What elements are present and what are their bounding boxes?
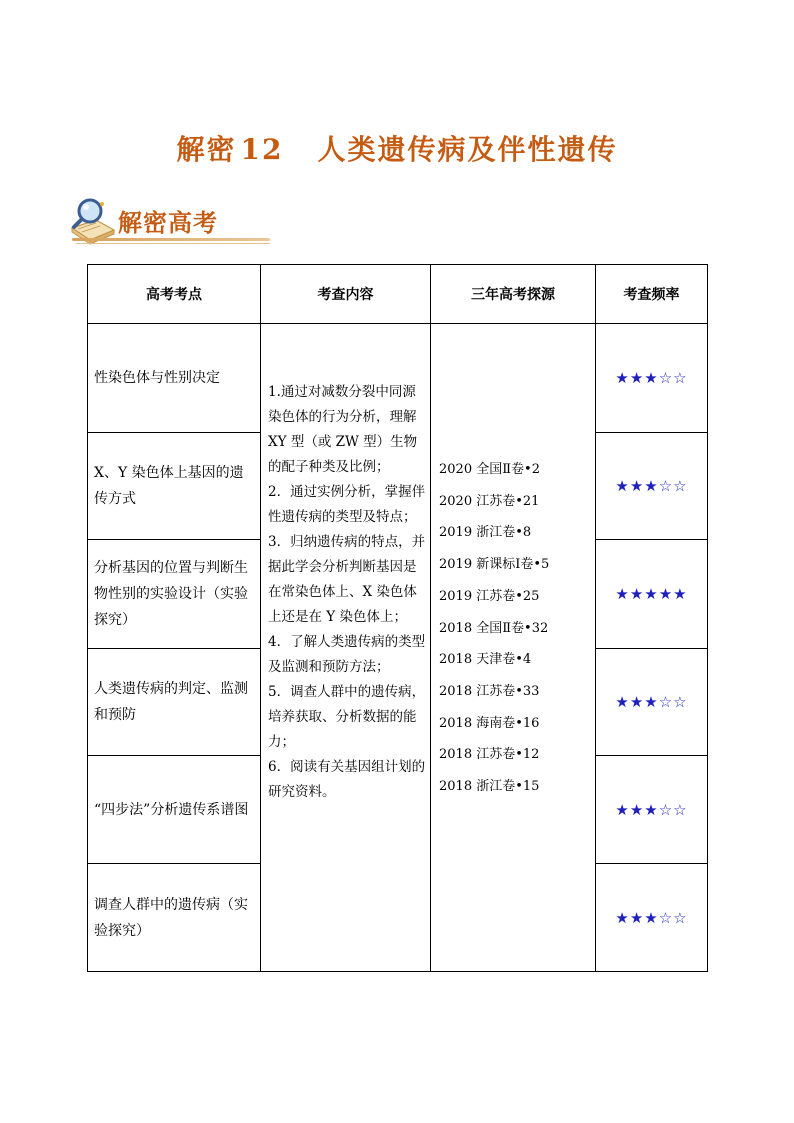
page-title bbox=[0, 128, 794, 168]
section-label: 解密高考 bbox=[118, 209, 218, 237]
frequency-stars: ★★★☆☆ bbox=[596, 756, 708, 864]
header-source: 三年高考探源 bbox=[431, 265, 596, 324]
content-item: 2．通过实例分析，掌握伴性遗传病的类型及特点； bbox=[268, 484, 426, 525]
section-banner bbox=[66, 196, 270, 248]
banner-underline bbox=[72, 238, 270, 241]
source-item: 2020 全国Ⅱ卷•2 bbox=[439, 462, 540, 477]
source-item: 2019 新课标Ⅰ卷•5 bbox=[439, 557, 550, 573]
source-item: 2018 天津卷•4 bbox=[439, 652, 532, 668]
table-header-row bbox=[88, 265, 708, 324]
source-item: 2018 全国Ⅱ卷•32 bbox=[439, 620, 549, 636]
frequency-stars: ★★★☆☆ bbox=[596, 864, 708, 972]
source-cell bbox=[431, 324, 596, 972]
content-item: 1.通过对减数分裂中同源染色体的行为分析，理解 XY 型（或 ZW 型）生物的配子种类及比例； bbox=[268, 384, 418, 475]
source-item: 2019 江苏卷•25 bbox=[439, 588, 540, 604]
frequency-stars: ★★★★★ bbox=[596, 540, 708, 649]
topic-cell: 调查人群中的遗传病（实验探究） bbox=[88, 864, 261, 972]
content-cell bbox=[261, 324, 431, 972]
topic-cell: X、Y 染色体上基因的遗传方式 bbox=[88, 433, 261, 540]
topic-cell: “四步法”分析遗传系谱图 bbox=[88, 756, 261, 864]
source-item: 2018 浙江卷•15 bbox=[439, 779, 540, 795]
title-text: 人类遗传病及伴性遗传 bbox=[317, 133, 618, 166]
frequency-stars: ★★★☆☆ bbox=[596, 649, 708, 756]
source-item: 2018 江苏卷•12 bbox=[439, 747, 540, 763]
content-item: 3．归纳遗传病的特点，并据此学会分析判断基因是在常染色体上、X 染色体上还是在 Y 染色体上； bbox=[268, 534, 426, 625]
banner-underline-thin bbox=[76, 243, 270, 244]
exam-table bbox=[87, 264, 708, 972]
content-item: 4．了解人类遗传病的类型及监测和预防方法； bbox=[268, 634, 426, 675]
content-item: 5．调查人群中的遗传病，培养获取、分析数据的能力； bbox=[268, 684, 426, 750]
title-prefix: 解密 bbox=[176, 133, 237, 166]
title-number: 12 bbox=[240, 133, 284, 166]
topic-cell: 分析基因的位置与判断生物性别的实验设计（实验探究） bbox=[88, 540, 261, 649]
source-item: 2019 浙江卷•8 bbox=[439, 525, 532, 541]
table-row bbox=[88, 324, 708, 433]
content-item: 6．阅读有关基因组计划的研究资料。 bbox=[268, 759, 426, 800]
header-topic: 高考考点 bbox=[88, 265, 261, 324]
source-item: 2018 海南卷•16 bbox=[439, 715, 540, 731]
topic-cell: 人类遗传病的判定、监测和预防 bbox=[88, 649, 261, 756]
source-item: 2020 江苏卷•21 bbox=[439, 493, 540, 509]
header-frequency: 考查频率 bbox=[596, 265, 708, 324]
frequency-stars: ★★★☆☆ bbox=[596, 324, 708, 433]
topic-cell: 性染色体与性别决定 bbox=[88, 324, 261, 433]
header-content: 考查内容 bbox=[261, 265, 431, 324]
frequency-stars: ★★★☆☆ bbox=[596, 433, 708, 540]
source-item: 2018 江苏卷•33 bbox=[439, 683, 540, 699]
